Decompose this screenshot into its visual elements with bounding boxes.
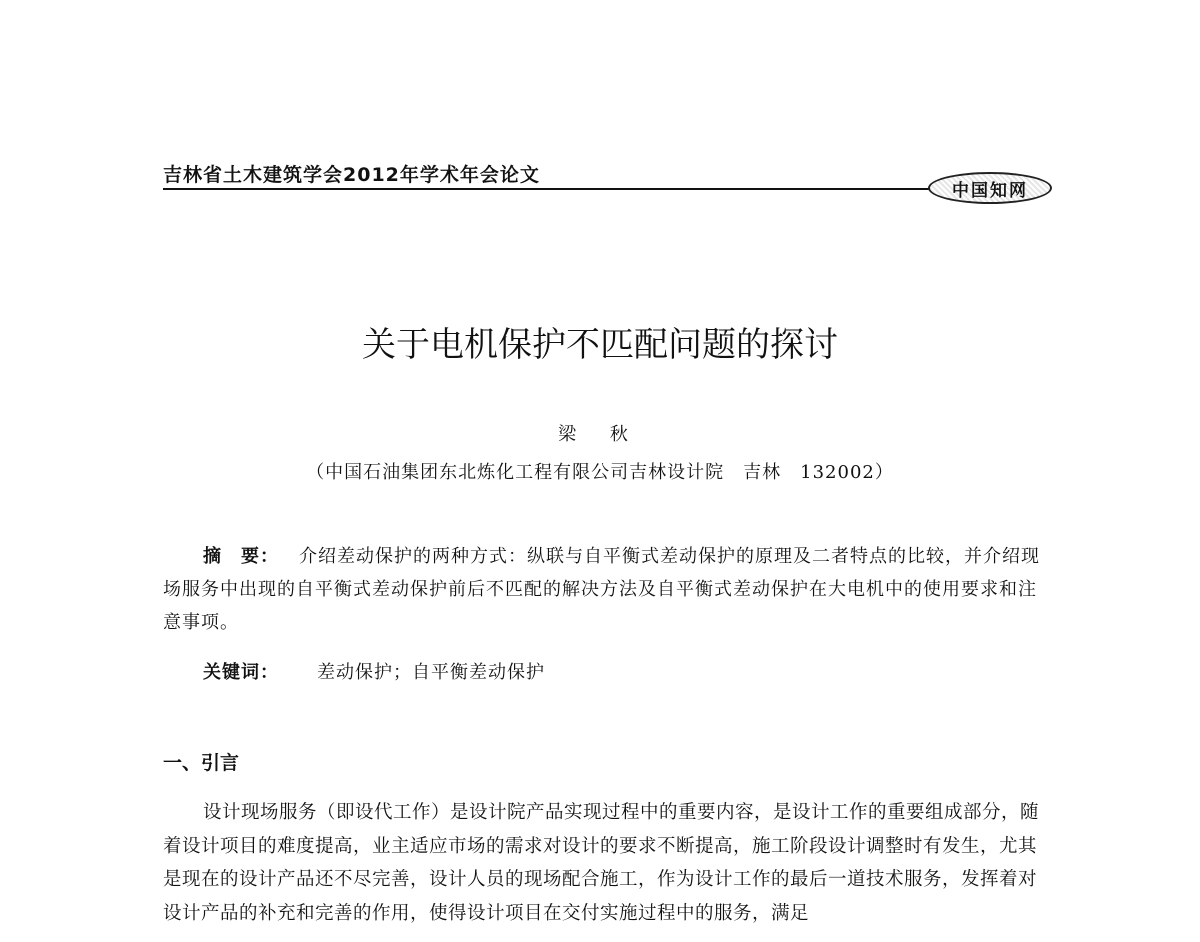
header-rule [163,188,935,190]
cnki-logo: 中国知网 [928,172,1052,204]
journal-header: 吉林省土木建筑学会2012年学术年会论文 [163,164,540,186]
paper-title: 关于电机保护不匹配问题的探讨 [362,324,838,365]
keywords [203,658,545,684]
author-affiliation: （中国石油集团东北炼化工程有限公司吉林设计院 吉林 132002） [306,462,894,483]
abstract-text: 介绍差动保护的两种方式：纵联与自平衡式差动保护的原理及二者特点的比较，并介绍现场服务中出现的自平衡式差动保护前后不匹配的解决方法及自平衡式差动保护在大电机中的使用要求和注意事项。 [163,546,1040,633]
keywords-label: 关键词： [203,662,279,683]
keywords-text: 差动保护；自平衡差动保护 [317,662,545,683]
author-name: 梁 秋 [558,424,642,445]
section-heading: 一、引言 [163,751,240,774]
body-paragraph: 设计现场服务（即设代工作）是设计院产品实现过程中的重要内容，是设计工作的重要组成部分，随着设计项目的难度提高，业主适应市场的需求对设计的要求不断提高，施工阶段设计调整时有发生，尤其是现在的设计产品还不尽完善，设计人员的现场配合施工，作为设计工作的最后一道技术服务，发挥着对设计产品的补充和完善的作用，使得设计项目在交付实施过程中的服务，满足 [163,802,1040,924]
abstract [163,540,1053,639]
abstract-label: 摘 要： [203,546,279,567]
